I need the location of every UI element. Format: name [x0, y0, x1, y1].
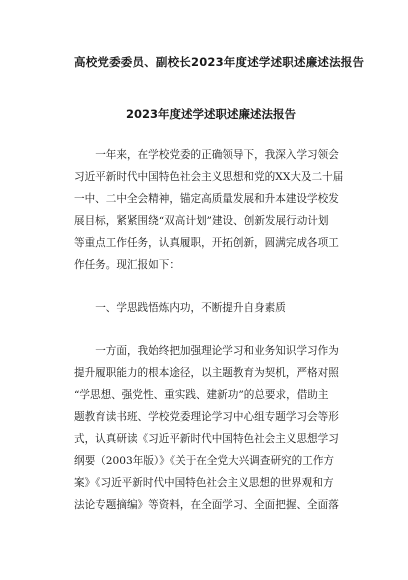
paragraph-line: 等重点工作任务，认真履职，开拓创新，圆满完成各项工 — [74, 237, 339, 249]
paragraph-line: 一方面，我始终把加强理论学习和业务知识学习作为 — [95, 345, 339, 357]
paragraph-line: “学思想、强党性、重实践、建新功”的总要求，借助主 — [74, 389, 329, 401]
paragraph-line: 展目标，紧紧围绕“双高计划”建设、创新发展行动计划 — [74, 215, 329, 227]
paragraph-line: 案》《习近平新时代中国特色社会主义思想的世界观和方 — [74, 477, 334, 489]
body-paragraph — [74, 340, 348, 516]
document-subtitle: 2023年度述学述职述廉述法报告 — [125, 107, 296, 121]
paragraph-line: 一中、二中全会精神，锚定高质量发展和升本建设学校发 — [74, 193, 339, 205]
intro-paragraph — [74, 144, 348, 276]
paragraph-line: 一年来，在学校党委的正确领导下，我深入学习领会 — [95, 149, 339, 161]
paragraph-line: 纲要（2003年版）》《关于在全党大兴调查研究的工作方 — [74, 455, 335, 467]
paragraph-line: 题教育读书班、学校党委理论学习中心组专题学习会等形 — [74, 411, 339, 423]
document-title: 高校党委委员、副校长2023年度述学述职述廉述法报告 — [74, 55, 365, 69]
paragraph-line: 习近平新时代中国特色社会主义思想和党的XX大及二十届 — [74, 171, 344, 183]
paragraph-line: 提升履职能力的根本途径，以主题教育为契机，严格对照 — [74, 367, 339, 379]
paragraph-line: 法论专题摘编》等资料，在全面学习、全面把握、全面落 — [74, 499, 339, 511]
paragraph-line: 作任务。现汇报如下： — [74, 259, 180, 271]
paragraph-line: 式，认真研读《习近平新时代中国特色社会主义思想学习 — [74, 433, 339, 445]
section-heading: 一、学思践悟炼内功，不断提升自身素质 — [95, 302, 286, 314]
